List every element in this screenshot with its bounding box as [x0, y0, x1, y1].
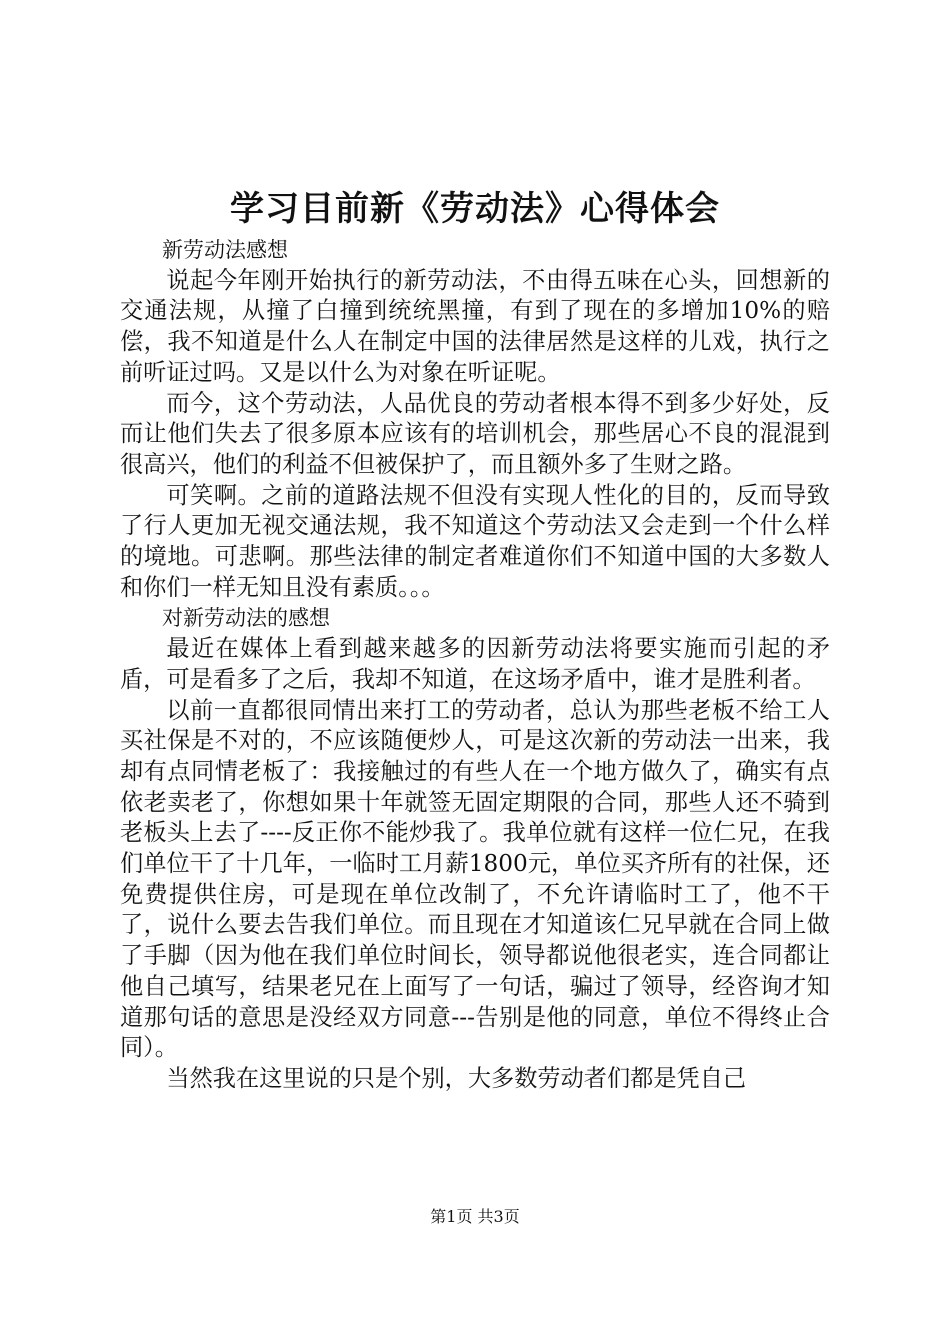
paragraph: 当然我在这里说的只是个别，大多数劳动者们都是凭自己 [166, 1064, 747, 1092]
paragraph: 而今，这个劳动法，人品优良的劳动者根本得不到多少好处，反而让他们失去了很多原本应该有的培训机会，那些居心不良的混混到很高兴，他们的利益不但被保护了，而且额外多了生财之路。 [120, 389, 830, 478]
section-heading: 对新劳动法的感想 [162, 606, 330, 631]
paragraph: 以前一直都很同情出来打工的劳动者，总认为那些老板不给工人买社保是不对的，不应该随便炒人，可是这次新的劳动法一出来，我却有点同情老板了：我接触过的有些人在一个地方做久了，确实有点依老卖老了，你想如果十年就签无固定期限的合同，那些人还不骑到老板头上去了----反正你不能炒我了。我单位就有这样一位仁兄，在我们单位干了十几年，一临时工月薪1800元，单位买齐所有的社保，还免费提供住房，可是现在单位改制了，不允许请临时工了，他不干了，说什么要去告我们单位。而且现在才知道该仁兄早就在合同上做了手脚（因为他在我们单位时间长，领导都说他很老实，连合同都让他自己填写，结果老兄在上面写了一句话，骗过了领导，经咨询才知道那句话的意思是没经双方同意---告别是他的同意，单位不得终止合同）。 [120, 696, 830, 1062]
paragraph: 可笑啊。之前的道路法规不但没有实现人性化的目的，反而导致了行人更加无视交通法规，我不知道这个劳动法又会走到一个什么样的境地。可悲啊。那些法律的制定者难道你们不知道中国的大多数人和你们一样无知且没有素质。。。 [120, 481, 830, 601]
document-body [120, 235, 830, 1095]
document-title: 学习目前新《劳动法》心得体会 [230, 189, 720, 229]
section-heading: 新劳动法感想 [162, 238, 288, 262]
paragraph: 最近在媒体上看到越来越多的因新劳动法将要实施而引起的矛盾，可是看多了之后，我却不知道，在这场矛盾中，谁才是胜利者。 [120, 635, 830, 693]
paragraph: 说起今年刚开始执行的新劳动法，不由得五味在心头，回想新的交通法规，从撞了白撞到统统黑撞，有到了现在的多增加10%的赔偿，我不知道是什么人在制定中国的法律居然是这样的儿戏，执行之前听证过吗。又是以什么为对象在听证呢。 [120, 266, 830, 386]
page-number-footer: 第1页 共3页 [430, 1207, 520, 1226]
